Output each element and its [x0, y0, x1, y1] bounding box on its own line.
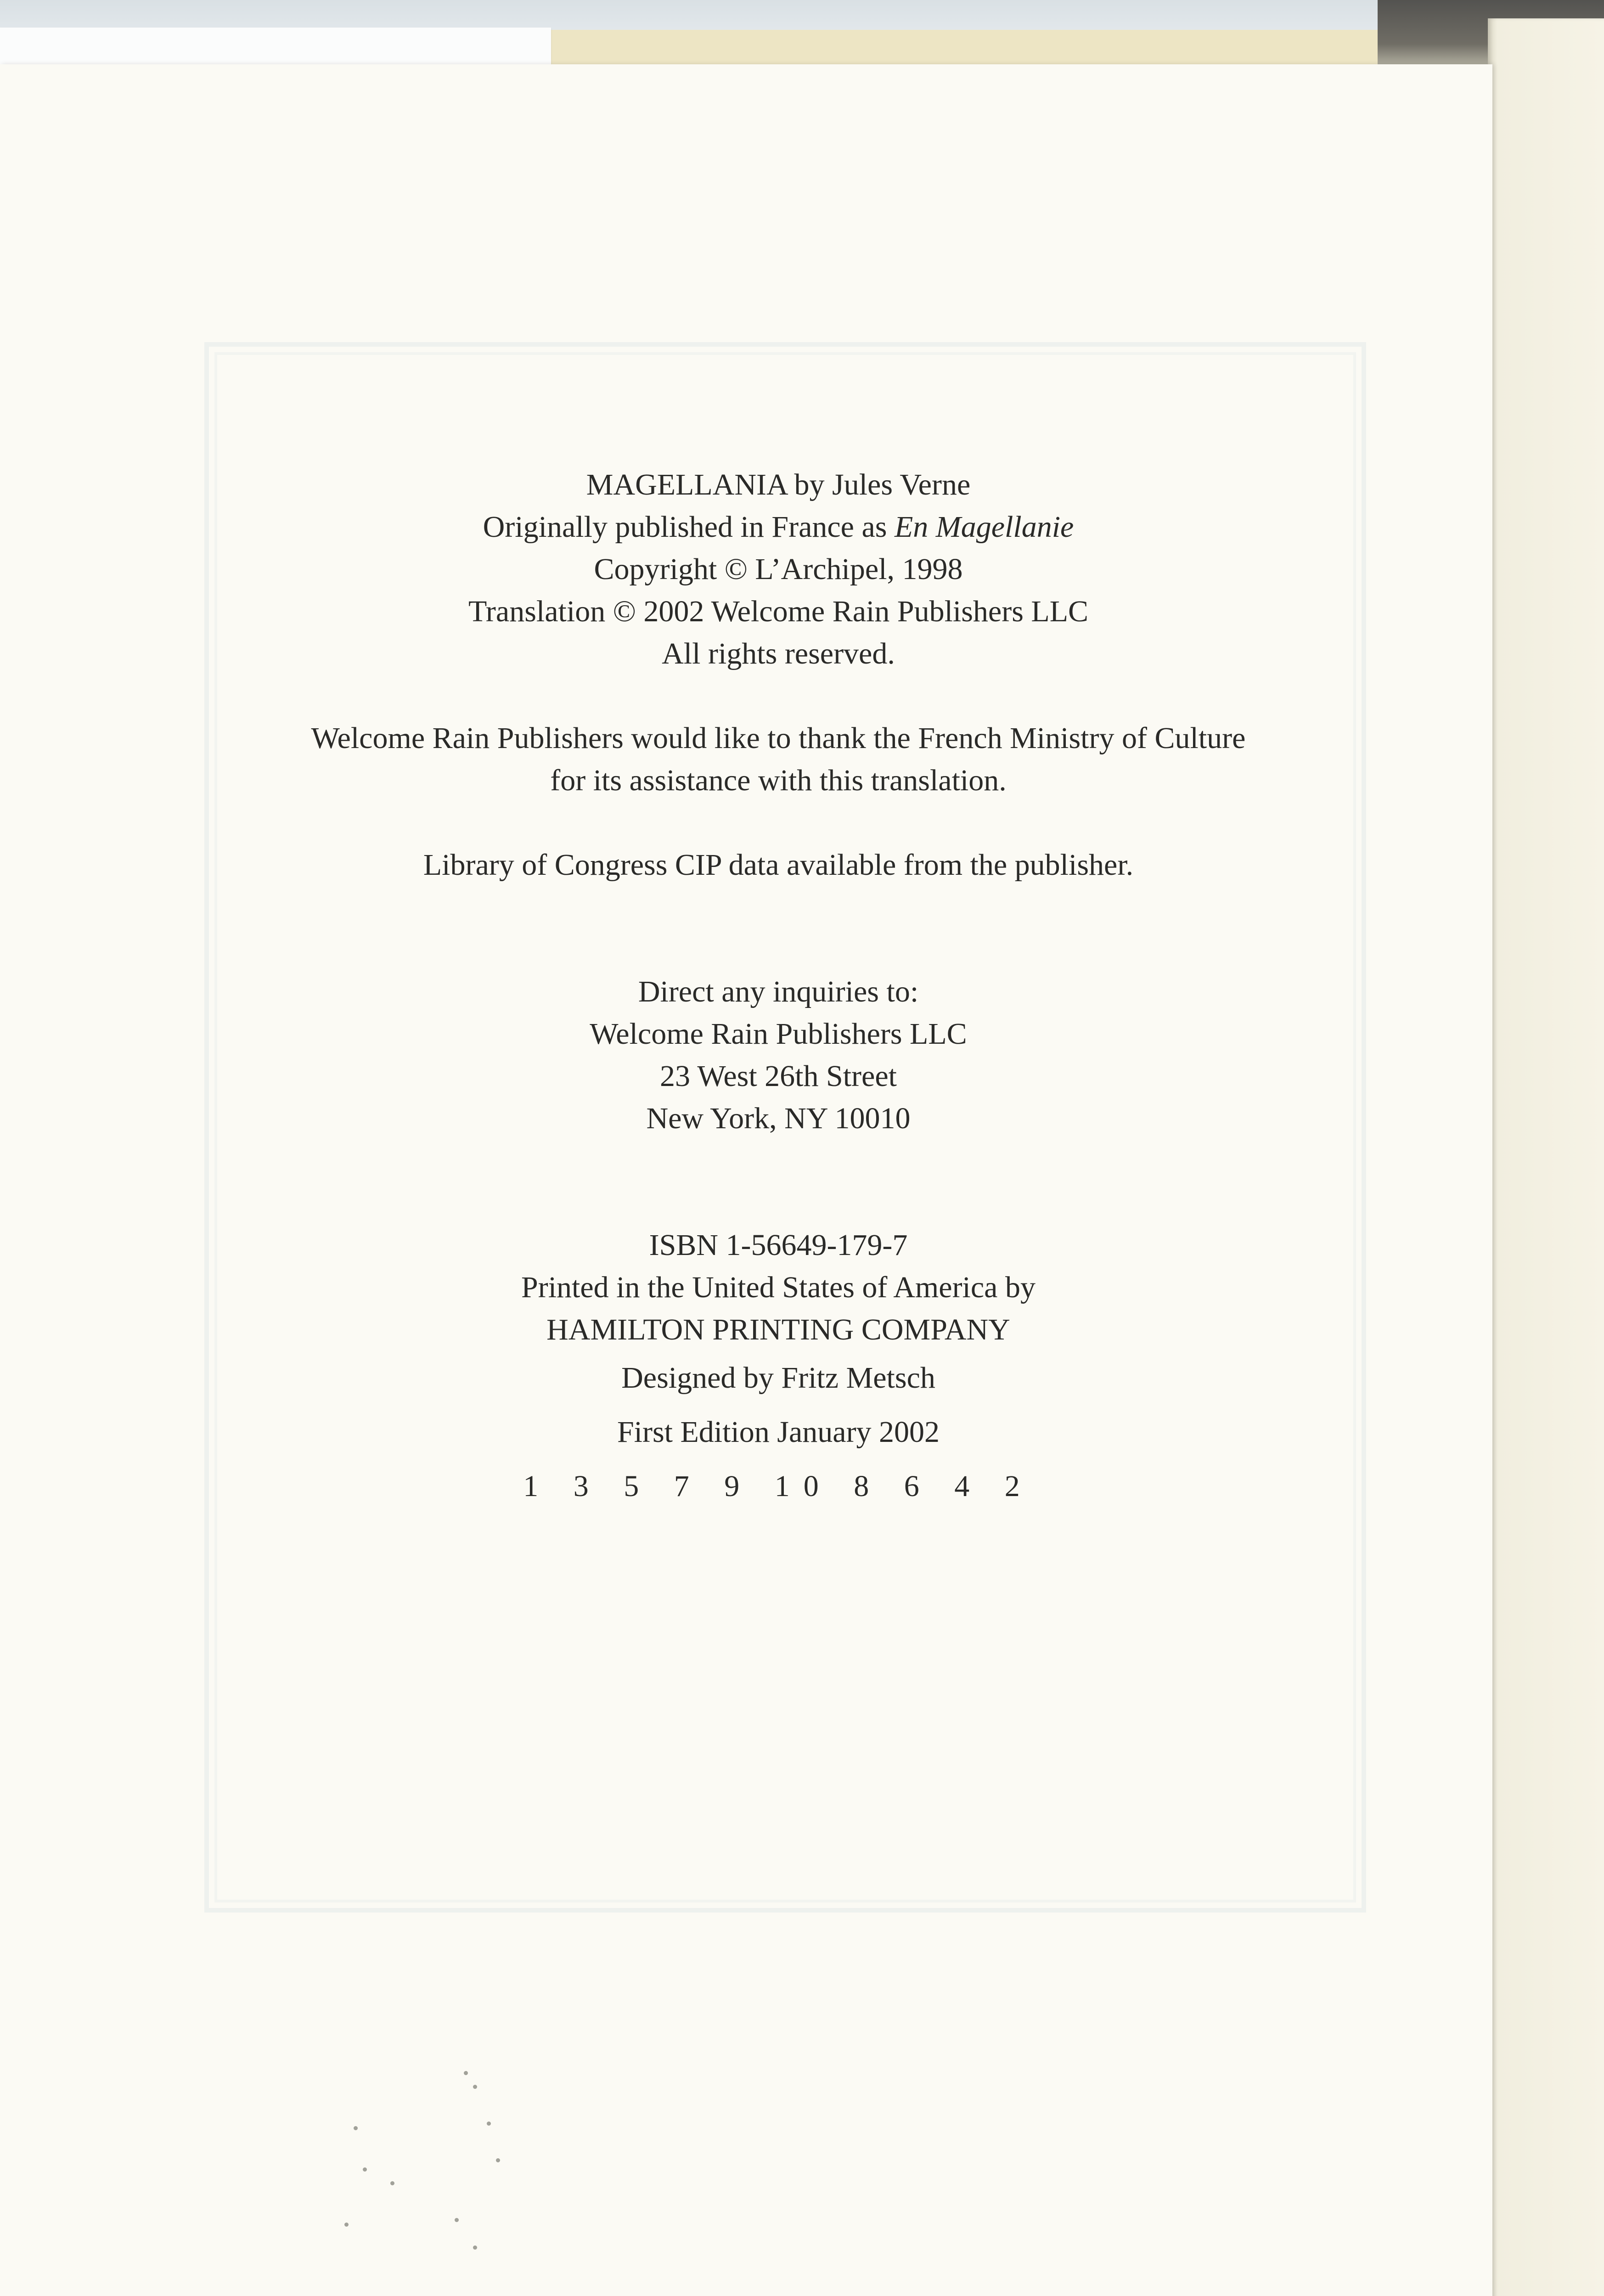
translation-copyright-line: Translation © 2002 Welcome Rain Publishers LLC: [468, 595, 1089, 628]
inquiries-heading: Direct any inquiries to:: [638, 975, 919, 1008]
paper-specks: [335, 2071, 528, 2264]
designer-credit: Designed by Fritz Metsch: [621, 1361, 935, 1395]
title-author-line: MAGELLANIA by Jules Verne: [586, 468, 971, 501]
original-title: En Magellanie: [894, 510, 1074, 544]
backing-sheet-top: [0, 28, 551, 64]
copyright-page: [0, 64, 1492, 2296]
acknowledgment-line-2: for its assistance with this translation.: [550, 764, 1007, 797]
book-board-top-edge: [528, 30, 1378, 67]
printed-in-line: Printed in the United States of America by: [521, 1271, 1036, 1304]
copyright-line: Copyright © L’Archipel, 1998: [594, 552, 963, 586]
original-publication-line: Originally published in France as En Magellanie: [483, 510, 1074, 544]
publisher-street: 23 West 26th Street: [660, 1059, 897, 1093]
publisher-city: New York, NY 10010: [646, 1102, 911, 1135]
publisher-name: Welcome Rain Publishers LLC: [590, 1017, 967, 1051]
acknowledgment-line-1: Welcome Rain Publishers would like to thank the French Ministry of Culture: [311, 721, 1246, 755]
spacer: [0, 675, 1557, 717]
cip-note: Library of Congress CIP data available from the publisher.: [423, 848, 1134, 882]
isbn: ISBN 1-56649-179-7: [649, 1228, 908, 1262]
spacer: [0, 1140, 1557, 1224]
spacer: [0, 886, 1557, 971]
rights-reserved-line: All rights reserved.: [662, 637, 895, 670]
printer-key-numbers: 1 3 5 7 9 10 8 6 4 2: [523, 1469, 1034, 1503]
spacer: [0, 802, 1557, 844]
edition-line: First Edition January 2002: [617, 1415, 940, 1449]
copyright-text-block: [0, 464, 1557, 1514]
printer-name: HAMILTON PRINTING COMPANY: [546, 1313, 1010, 1346]
